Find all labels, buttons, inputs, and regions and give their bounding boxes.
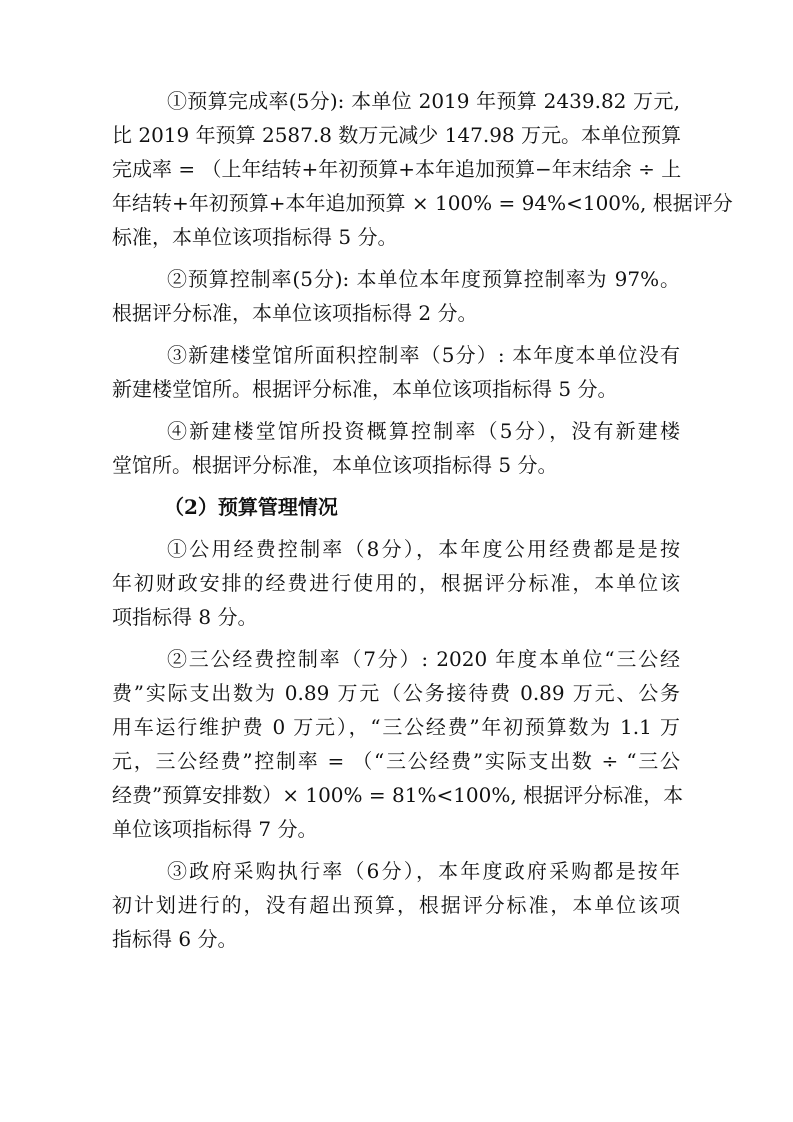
paragraph-three-public-line-6: 单位该项指标得 7 分。 bbox=[112, 817, 318, 841]
paragraph-procurement-line-3: 指标得 6 分。 bbox=[112, 927, 238, 951]
paragraph-building-area-line-2: 新建楼堂馆所。根据评分标准，本单位该项指标得 5 分。 bbox=[112, 377, 618, 401]
paragraph-budget-completion-line-2: 比 2019 年预算 2587.8 数万元减少 147.98 万元。本单位预算 bbox=[112, 123, 682, 147]
section-heading-budget-management: （2）预算管理情况 bbox=[164, 495, 338, 519]
paragraph-budget-completion-line-4: 年结转+年初预算+本年追加预算 × 100% = 94%<100%, 根据评分 bbox=[112, 191, 733, 215]
paragraph-budget-control-line-2: 根据评分标准，本单位该项指标得 2 分。 bbox=[112, 301, 478, 325]
paragraph-public-expense-line-2: 年初财政安排的经费进行使用的，根据评分标准，本单位该 bbox=[112, 571, 680, 595]
paragraph-public-expense-line-1: ①公用经费控制率（8分），本年度公用经费都是是按 bbox=[167, 537, 680, 561]
paragraph-public-expense-line-3: 项指标得 8 分。 bbox=[112, 605, 258, 629]
paragraph-building-area-line-1: ③新建楼堂馆所面积控制率（5分）: 本年度本单位没有 bbox=[167, 343, 680, 367]
paragraph-three-public-line-1: ②三公经费控制率（7分）: 2020 年度本单位“三公经 bbox=[167, 647, 680, 671]
paragraph-three-public-line-3: 用车运行维护费 0 万元），“三公经费”年初预算数为 1.1 万 bbox=[112, 715, 680, 739]
paragraph-budget-completion-line-5: 标准，本单位该项指标得 5 分。 bbox=[112, 225, 398, 249]
paragraph-procurement-line-1: ③政府采购执行率（6分），本年度政府采购都是按年 bbox=[167, 859, 680, 883]
paragraph-building-investment-line-2: 堂馆所。根据评分标准，本单位该项指标得 5 分。 bbox=[112, 453, 558, 477]
paragraph-budget-completion-line-1: ①预算完成率(5分): 本单位 2019 年预算 2439.82 万元, bbox=[167, 89, 680, 113]
paragraph-budget-control-line-1: ②预算控制率(5分): 本单位本年度预算控制率为 97%。 bbox=[167, 267, 680, 291]
paragraph-three-public-line-4: 元，三公经费”控制率 = （“三公经费”实际支出数 ÷ “三公 bbox=[112, 749, 680, 773]
paragraph-three-public-line-5: 经费”预算安排数）× 100% = 81%<100%, 根据评分标准，本 bbox=[112, 783, 684, 807]
paragraph-three-public-line-2: 费”实际支出数为 0.89 万元（公务接待费 0.89 万元、公务 bbox=[112, 681, 680, 705]
paragraph-procurement-line-2: 初计划进行的，没有超出预算，根据评分标准，本单位该项 bbox=[112, 893, 680, 917]
paragraph-budget-completion-line-3: 完成率 = （上年结转+年初预算+本年追加预算−年末结余 ÷ 上 bbox=[112, 157, 682, 181]
paragraph-building-investment-line-1: ④新建楼堂馆所投资概算控制率（5分），没有新建楼 bbox=[167, 419, 680, 443]
